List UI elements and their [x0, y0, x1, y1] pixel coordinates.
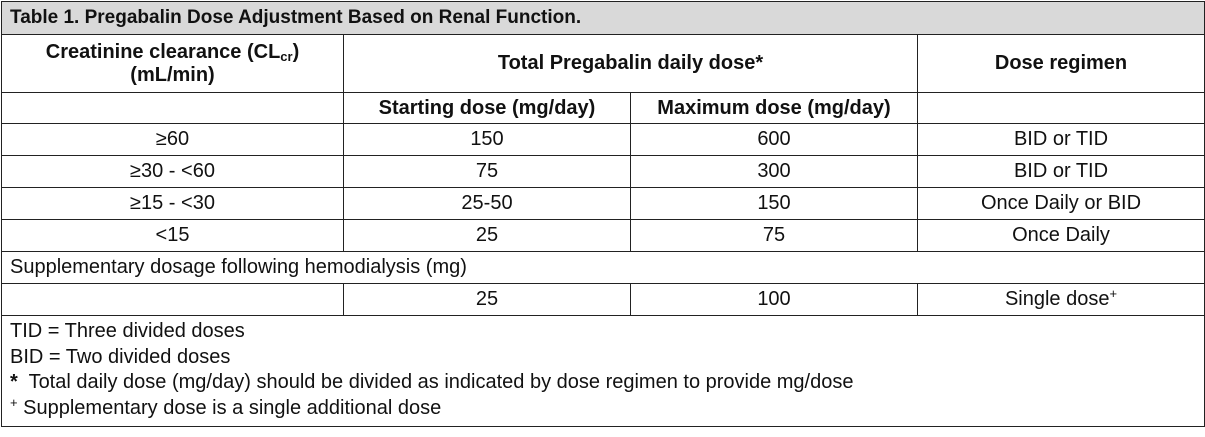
maximum-dose-cell: 150	[631, 188, 918, 220]
notes-row	[2, 316, 1205, 427]
clearance-cell: ≥15 - <30	[2, 188, 344, 220]
starting-dose-header: Starting dose (mg/day)	[344, 93, 631, 124]
creatinine-header-prefix: Creatinine clearance (CL	[45, 40, 281, 63]
creatinine-header-suffix: )	[292, 40, 300, 63]
plus-note-marker: +	[10, 394, 18, 410]
empty-clearance-cell	[2, 284, 344, 316]
regimen-cell: Once Daily	[918, 220, 1205, 252]
starting-dose-cell: 150	[344, 124, 631, 156]
supplementary-starting-cell: 25	[344, 284, 631, 316]
maximum-dose-cell: 300	[631, 156, 918, 188]
supplementary-regimen-text: Single dose	[1004, 288, 1110, 310]
total-daily-dose-header: Total Pregabalin daily dose*	[344, 35, 918, 93]
empty-header-cell	[2, 93, 344, 124]
note-bid: BID = Two divided doses	[10, 345, 231, 368]
empty-header-cell	[918, 93, 1205, 124]
maximum-dose-header: Maximum dose (mg/day)	[631, 93, 918, 124]
plus-footnote-marker: +	[1109, 286, 1118, 301]
note-star	[10, 370, 1204, 396]
clearance-cell: <15	[2, 220, 344, 252]
table-row	[2, 156, 1205, 188]
table-row	[2, 188, 1205, 220]
clearance-cell: ≥30 - <60	[2, 156, 344, 188]
regimen-cell: Once Daily or BID	[918, 188, 1205, 220]
regimen-cell: BID or TID	[918, 124, 1205, 156]
supplementary-maximum-cell: 100	[631, 284, 918, 316]
supplementary-regimen-cell	[918, 284, 1205, 316]
starting-dose-cell: 25	[344, 220, 631, 252]
clearance-cell: ≥60	[2, 124, 344, 156]
note-tid: TID = Three divided doses	[10, 320, 245, 342]
dose-regimen-header: Dose regimen	[918, 35, 1205, 93]
star-footnote-text: Total daily dose (mg/day) should be divided as indicated by dose regimen to provide mg/dose	[28, 371, 854, 393]
supplementary-label: Supplementary dosage following hemodialysis (mg)	[2, 252, 1205, 284]
note-plus	[10, 396, 1204, 422]
header-row-1	[2, 35, 1205, 93]
supplementary-values-row	[2, 284, 1205, 316]
table-title: Table 1. Pregabalin Dose Adjustment Based on Renal Function.	[2, 2, 1205, 35]
starting-dose-cell: 75	[344, 156, 631, 188]
header-row-2	[2, 93, 1205, 124]
starting-dose-cell: 25-50	[344, 188, 631, 220]
table-notes	[2, 316, 1205, 427]
table-title-row	[2, 2, 1205, 35]
pregabalin-dose-table	[1, 1, 1205, 427]
creatinine-clearance-header	[2, 35, 344, 93]
creatinine-header-subscript: cr	[280, 48, 293, 64]
regimen-cell: BID or TID	[918, 156, 1205, 188]
table-row	[2, 124, 1205, 156]
creatinine-header-units: (mL/min)	[130, 63, 215, 86]
star-footnote-marker: *	[10, 371, 18, 393]
maximum-dose-cell: 600	[631, 124, 918, 156]
table-row	[2, 220, 1205, 252]
plus-footnote-text: Supplementary dose is a single additional dose	[23, 396, 442, 419]
maximum-dose-cell: 75	[631, 220, 918, 252]
dose-table-container	[1, 1, 1204, 427]
supplementary-label-row	[2, 252, 1205, 284]
